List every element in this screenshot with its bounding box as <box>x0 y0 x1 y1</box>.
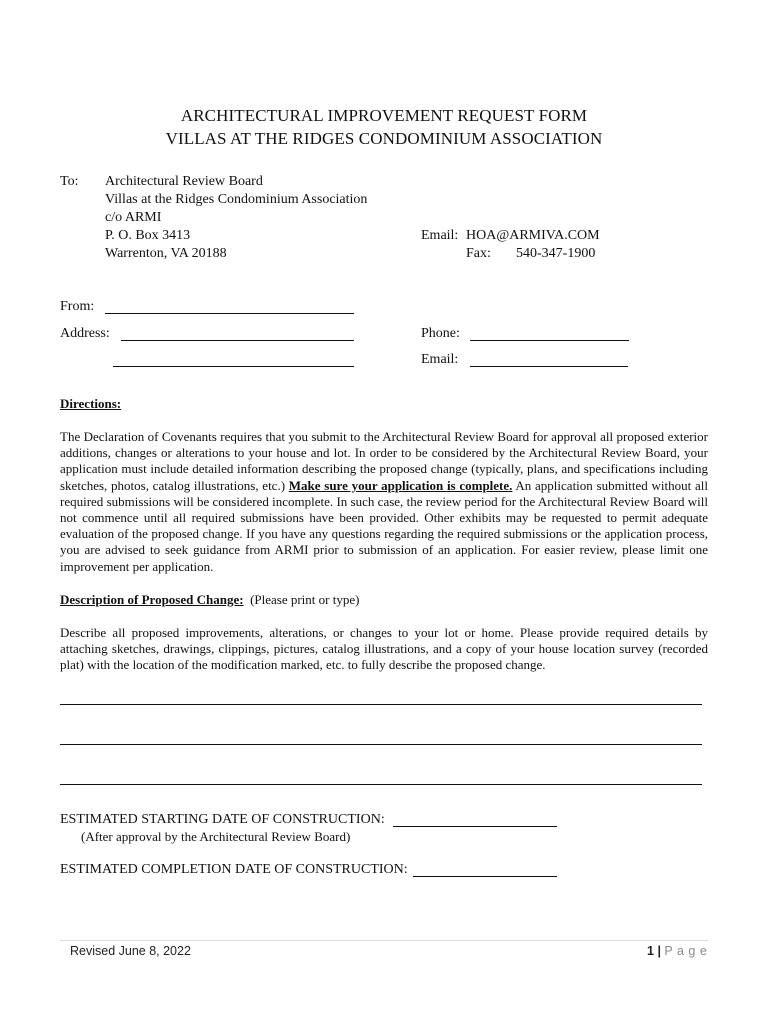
complete-application-emphasis: Make sure your application is complete. <box>288 477 513 493</box>
email-contact-label: Email: <box>421 228 459 243</box>
to-line-5: Warrenton, VA 20188 <box>105 246 227 261</box>
description-note: (Please print or type) <box>250 592 360 607</box>
completion-date-label: ESTIMATED COMPLETION DATE OF CONSTRUCTION: <box>60 862 408 877</box>
directions-text: The Declaration of Covenants requires that you submit to the Architectural Review Board for approval all proposed exterior additions, changes or alterations to your house and lot. In order to be considered by the Architectural Review Board, your application must include detailed information describing the proposed change (typically, plans, and specifications including sketches, photos, catalog illustrations, etc.) Make sure your application is complete. An application submitted without all required submissions will be considered incomplete. In such case, the review period for the Architectural Review Board will not commence until all required submissions have been provided. Other exhibits may be requested to permit adequate evaluation of the proposed change. If you have any questions regarding the required submissions or the application process, you are advised to seek guidance from ARMI prior to submission of an application. For easier review, please limit one improvement per application. <box>60 429 708 574</box>
description-instructions: Describe all proposed improvements, alterations, or changes to your lot or home. Please provide required details by attaching sketches, drawings, clippings, pictures, catalog illustrations, and a copy of your house location survey (recorded plat) with the location of the modification marked, etc. to fully describe the proposed change. <box>60 625 708 673</box>
from-field[interactable] <box>105 313 354 314</box>
revised-date: Revised June 8, 2022 <box>70 944 191 958</box>
from-label: From: <box>60 299 95 314</box>
description-line-1[interactable] <box>60 704 702 705</box>
phone-label: Phone: <box>421 326 460 341</box>
fax-value: 540-347-1900 <box>516 246 596 261</box>
to-line-4: P. O. Box 3413 <box>105 228 191 243</box>
address-field-line-2[interactable] <box>113 366 354 367</box>
to-line-2: Villas at the Ridges Condominium Association <box>105 192 368 207</box>
address-label: Address: <box>60 326 110 341</box>
to-label: To: <box>60 174 79 189</box>
page-word: P a g e <box>664 944 708 958</box>
address-field-line-1[interactable] <box>121 340 354 341</box>
page-number: 1 <box>647 944 654 958</box>
description-heading: Description of Proposed Change: <box>60 592 244 607</box>
to-line-3: c/o ARMI <box>105 210 162 225</box>
description-line-3[interactable] <box>60 784 702 785</box>
description-heading-row <box>60 592 359 608</box>
start-date-note: (After approval by the Architectural Review Board) <box>81 829 351 844</box>
email-field[interactable] <box>470 366 628 367</box>
email-label: Email: <box>421 352 459 367</box>
footer-divider <box>60 940 708 941</box>
form-title: ARCHITECTURAL IMPROVEMENT REQUEST FORM <box>180 106 588 125</box>
email-contact-value[interactable]: HOA@ARMIVA.COM <box>466 228 600 243</box>
page-separator: | <box>657 944 661 958</box>
description-line-2[interactable] <box>60 744 702 745</box>
completion-date-field[interactable] <box>413 876 557 877</box>
phone-field[interactable] <box>470 340 629 341</box>
page-indicator <box>647 944 707 958</box>
start-date-field[interactable] <box>393 826 557 827</box>
to-line-1: Architectural Review Board <box>105 174 263 189</box>
fax-label: Fax: <box>466 246 491 261</box>
start-date-label: ESTIMATED STARTING DATE OF CONSTRUCTION: <box>60 812 385 827</box>
directions-heading: Directions: <box>60 396 122 411</box>
association-title: VILLAS AT THE RIDGES CONDOMINIUM ASSOCIATION <box>165 129 603 148</box>
